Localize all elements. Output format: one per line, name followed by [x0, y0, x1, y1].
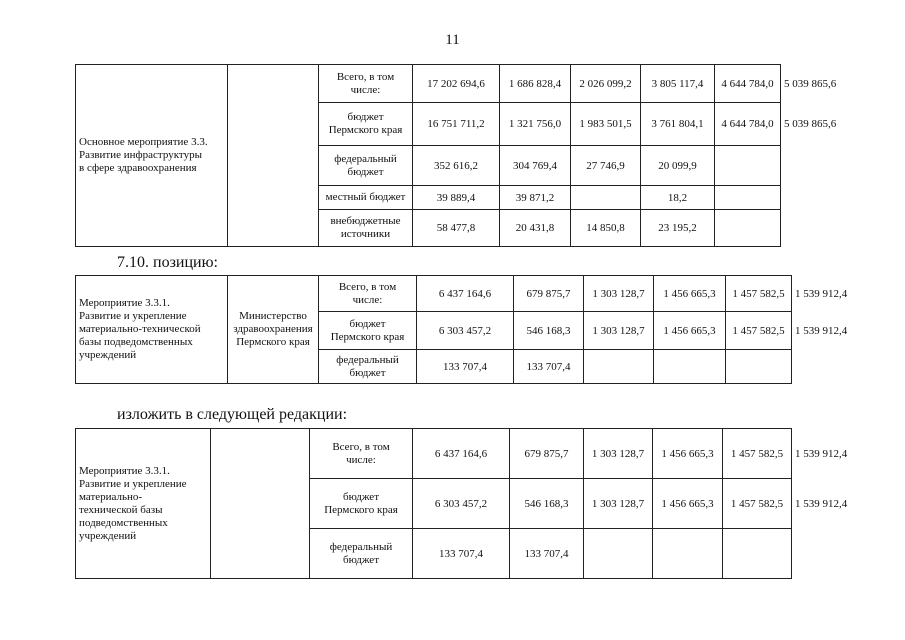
amount-cell [654, 350, 726, 384]
funding-source-cell [310, 479, 413, 529]
table-row: бюджет Пермского края 6 303 457,2 546 168,3 1 303 128,7 1 456 665,3 1 457 582,5 1 539 912,4 [76, 479, 792, 529]
amount-cell [571, 186, 641, 210]
table-row: бюджет Пермского края 16 751 711,2 1 321 756,0 1 983 501,5 3 761 804,1 4 644 784,0 5 039 865,6 [76, 103, 781, 146]
text-line: Мероприятие 3.3.1. [79, 297, 170, 309]
text-line: Развитие инфраструктуры [79, 149, 202, 161]
text-line: базы подведомственных [79, 336, 193, 348]
amount-cell: 1 456 665,3 [654, 312, 726, 350]
text-line: числе: [346, 453, 376, 466]
text-line: бюджет [347, 111, 384, 123]
amount-cell: 304 769,4 [500, 146, 571, 186]
text-line: местный бюджет [325, 191, 406, 203]
measure-name-cell [76, 65, 228, 247]
amount-cell: 1 456 665,3 [653, 479, 723, 529]
amount-cell: 2 026 099,2 [571, 65, 641, 103]
funding-source-cell [319, 312, 417, 350]
text-line: бюджет [343, 490, 379, 503]
budget-table-main-measure [75, 64, 837, 247]
amount-cell: 1 456 665,3 [653, 429, 723, 479]
text-line: федеральный [336, 353, 399, 366]
amount-cell: 679 875,7 [514, 276, 584, 312]
amount-cell: 1 456 665,3 [654, 276, 726, 312]
amount-cell: 4 644 784,0 [715, 103, 781, 146]
text-line: Министерство [239, 310, 307, 322]
text-line: материально- [79, 490, 143, 503]
amount-cell: 18,2 [641, 186, 715, 210]
funding-source-cell [310, 429, 413, 479]
amount-cell: 6 303 457,2 [413, 479, 510, 529]
paragraph-position-label: 7.10. позицию: [117, 254, 218, 271]
amount-cell: 20 431,8 [500, 210, 571, 247]
amount-cell: 1 457 582,5 [726, 276, 792, 312]
table-row: Основное мероприятие 3.3. Развитие инфраструктуры в сфере здравоохранения Всего, в том числе: 17 202 694,6 1 686 828,4 2 026 099,2 3 805 117,4 4 644 784,0 5 039 865,6 [76, 65, 781, 103]
amount-cell: 20 099,9 [641, 146, 715, 186]
text-line: Пермского края [330, 330, 405, 343]
amount-cell: 16 751 711,2 [413, 103, 500, 146]
amount-cell: 3 761 804,1 [641, 103, 715, 146]
amount-cell: 133 707,4 [510, 529, 584, 579]
table-row: бюджет Пермского края 6 303 457,2 546 168,3 1 303 128,7 1 456 665,3 1 457 582,5 1 539 912,4 [76, 312, 792, 350]
text-line: Мероприятие 3.3.1. [79, 464, 170, 477]
text-line: числе: [352, 293, 383, 306]
funding-source-cell [310, 529, 413, 579]
text-line: Развитие и укрепление [79, 310, 187, 322]
funding-source-cell [319, 103, 413, 146]
executor-cell [228, 276, 319, 384]
budget-table-new-edition [75, 428, 848, 579]
text-line: материально-технической [79, 323, 201, 335]
amount-cell: 23 195,2 [641, 210, 715, 247]
measure-name-cell [76, 429, 211, 579]
amount-cell: 352 616,2 [413, 146, 500, 186]
text-line: технической базы [79, 503, 163, 516]
amount-cell: 1 983 501,5 [571, 103, 641, 146]
text-line: подведомственных [79, 516, 168, 529]
text-line: Пермского края [236, 336, 310, 348]
text-line: внебюджетные [330, 215, 401, 227]
amount-cell: 1 686 828,4 [500, 65, 571, 103]
text-line: источники [340, 228, 391, 240]
text-line: Пермского края [324, 503, 398, 516]
text-line: бюджет [349, 317, 386, 330]
text-line: числе: [350, 83, 381, 96]
amount-cell: 1 303 128,7 [584, 312, 654, 350]
funding-source-cell [319, 186, 413, 210]
amount-cell: 1 321 756,0 [500, 103, 571, 146]
executor-cell [228, 65, 319, 247]
amount-cell [653, 529, 723, 579]
amount-cell: 1 457 582,5 [723, 479, 792, 529]
text-line: учреждений [79, 529, 137, 542]
amount-cell: 14 850,8 [571, 210, 641, 247]
text-line: Всего, в том [332, 440, 390, 453]
amount-cell: 546 168,3 [514, 312, 584, 350]
text-line: в сфере здравоохранения [79, 162, 197, 174]
text-line: Основное мероприятие 3.3. [79, 136, 208, 148]
amount-cell: 17 202 694,6 [413, 65, 500, 103]
text-line: Всего, в том [336, 70, 395, 83]
amount-cell [723, 529, 792, 579]
text-line: Развитие и укрепление [79, 477, 187, 490]
amount-cell: 39 889,4 [413, 186, 500, 210]
paragraph-new-edition-label: изложить в следующей редакции: [117, 406, 348, 423]
amount-cell: 1 303 128,7 [584, 429, 653, 479]
amount-cell: 6 303 457,2 [417, 312, 514, 350]
amount-cell [584, 350, 654, 384]
table-row: Мероприятие 3.3.1. Развитие и укрепление материально- технической базы подведомственных учреждений Всего, в том числе: 6 437 164,6 679 875,7 1 303 128,7 1 456 665,3 1 457 582,5 1 539 912,4 [76, 429, 792, 479]
text-line: федеральный [334, 152, 397, 165]
amount-cell [584, 529, 653, 579]
funding-source-cell [319, 350, 417, 384]
amount-cell: 58 477,8 [413, 210, 500, 247]
amount-cell: 3 805 117,4 [641, 65, 715, 103]
amount-cell: 1 457 582,5 [723, 429, 792, 479]
amount-cell: 4 644 784,0 [715, 65, 781, 103]
amount-cell: 1 303 128,7 [584, 276, 654, 312]
amount-cell [715, 146, 781, 186]
amount-cell: 27 746,9 [571, 146, 641, 186]
amount-cell [715, 186, 781, 210]
amount-cell: 6 437 164,6 [413, 429, 510, 479]
executor-cell [211, 429, 310, 579]
amount-cell: 546 168,3 [510, 479, 584, 529]
amount-cell [726, 350, 792, 384]
amount-cell: 133 707,4 [514, 350, 584, 384]
amount-cell: 1 303 128,7 [584, 479, 653, 529]
page-number: 11 [445, 32, 460, 48]
text-line: бюджет [343, 553, 379, 566]
funding-source-cell [319, 210, 413, 247]
text-line: учреждений [79, 349, 137, 361]
amount-cell: 679 875,7 [510, 429, 584, 479]
measure-name-cell [76, 276, 228, 384]
amount-cell: 39 871,2 [500, 186, 571, 210]
text-line: федеральный [329, 540, 393, 553]
amount-cell [715, 210, 781, 247]
text-line: Пермского края [328, 124, 403, 136]
text-line: бюджет [347, 165, 384, 178]
text-line: бюджет [349, 366, 386, 379]
funding-source-cell [319, 276, 417, 312]
funding-source-cell [319, 65, 413, 103]
amount-cell: 133 707,4 [413, 529, 510, 579]
amount-cell: 1 457 582,5 [726, 312, 792, 350]
amount-cell: 6 437 164,6 [417, 276, 514, 312]
text-line: Всего, в том [338, 280, 397, 293]
amount-cell: 133 707,4 [417, 350, 514, 384]
table-row: Мероприятие 3.3.1. Развитие и укрепление материально-технической базы подведомственных учреждений Министерство здравоохранения Пермского края Всего, в том числе: 6 437 164,6 679 875,7 1 303 128,7 1 456 665,3 1 457 582,5 1 539 912,4 [76, 276, 792, 312]
text-line: здравоохранения [233, 323, 313, 335]
funding-source-cell [319, 146, 413, 186]
budget-table-current [75, 275, 848, 384]
